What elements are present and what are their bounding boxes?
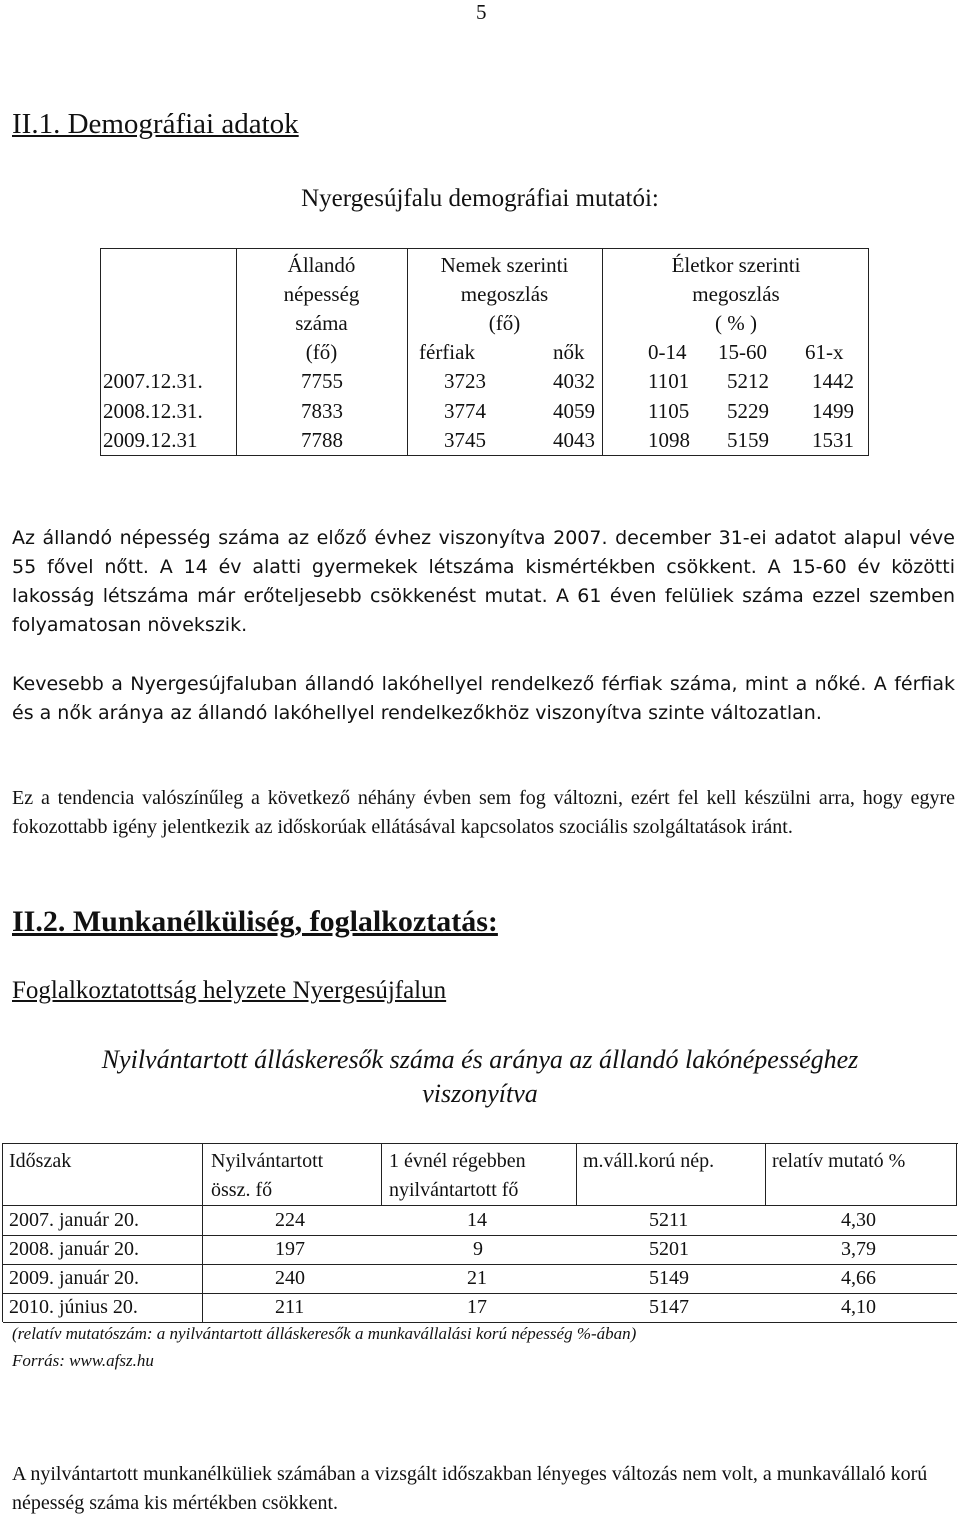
row-working-age: 5149 [649,1267,689,1289]
subheader-men: férfiak [419,340,475,364]
row-men: 3774 [444,399,486,423]
header-line: megoszlás [460,282,549,306]
table-note: (relatív mutatószám: a nyilvántartott álláskeresők a munkavállalási korú népesség %-ában) [12,1324,637,1343]
closing-paragraph: A nyilvántartott munkanélküliek számában a vizsgált időszakban lényeges változás nem volt, a munkavállaló korú népesség száma kis mértékben csökkent. [12,1463,928,1514]
header-line: Állandó [287,253,356,277]
row-total: 7788 [301,428,343,452]
table-divider [3,1322,957,1323]
row-date: 2008.12.31. [103,399,203,423]
header-population [236,251,407,367]
subheader-age-0-14: 0-14 [648,340,687,364]
row-total: 211 [275,1296,305,1318]
subheading-employment: Foglalkoztatottság helyzete Nyergesújfalun [12,977,447,1004]
row-ratio: 3,79 [841,1238,876,1260]
header-line: száma [295,311,348,335]
title-line: viszonyítva [422,1079,538,1108]
row-women: 4043 [553,428,595,452]
row-age-61: 1531 [812,428,854,452]
header-line: Nyilvántartott [211,1150,324,1172]
demo-table-title: Nyergesújfalu demográfiai mutatói: [301,185,659,212]
section-heading-unemployment: II.2. Munkanélküliség, foglalkoztatás: [12,905,498,938]
row-working-age: 5201 [649,1238,689,1260]
row-period: 2008. január 20. [9,1238,139,1260]
row-men: 3723 [444,369,486,393]
row-women: 4032 [553,369,595,393]
row-age-15-60: 5159 [727,428,769,452]
row-women: 4059 [553,399,595,423]
row-age-61: 1442 [812,369,854,393]
paragraph-population-change: Az állandó népesség száma az előző évhez viszonyítva 2007. december 31-ei adatot alapul véve 55 fővel nőtt. A 14 év alatti gyermekek létszáma kismértékben csökkent. A 15-60 év közötti lakosság létszáma már erőteljesebb csökkenést mutat. A 61 éven felüliek száma ezzel szemben folyamatosan növekszik. [12,527,955,636]
header-period: Időszak [9,1150,72,1172]
header-line: 1 évnél régebben [389,1150,526,1172]
header-gender [407,251,602,338]
subheader-age-61: 61-x [805,340,844,364]
row-long-term: 17 [467,1296,487,1318]
row-working-age: 5147 [649,1296,689,1318]
subheader-age-15-60: 15-60 [718,340,767,364]
header-line: ( % ) [715,311,757,335]
row-age-15-60: 5212 [727,369,769,393]
table-divider [202,1144,203,1322]
table-divider [576,1144,577,1206]
row-age-0-14: 1105 [648,399,690,423]
row-long-term: 14 [467,1209,487,1231]
header-registered-total [211,1147,323,1205]
row-working-age: 5211 [649,1209,689,1231]
table-divider [765,1144,766,1206]
header-line: össz. fő [211,1179,273,1201]
row-age-15-60: 5229 [727,399,769,423]
source-note: Forrás: www.afsz.hu [12,1351,154,1370]
row-age-61: 1499 [812,399,854,423]
header-line: népesség [283,282,360,306]
row-long-term: 9 [473,1238,483,1260]
header-line: (fő) [488,311,521,335]
unemp-table-title [0,1043,960,1111]
row-age-0-14: 1098 [648,428,690,452]
row-date: 2009.12.31 [103,428,198,452]
row-ratio: 4,10 [841,1296,876,1318]
row-date: 2007.12.31. [103,369,203,393]
row-total: 7755 [301,369,343,393]
header-long-term [389,1147,526,1205]
row-men: 3745 [444,428,486,452]
header-relative-ratio: relatív mutató % [772,1150,906,1172]
header-age [602,251,870,338]
row-age-0-14: 1101 [648,369,690,393]
row-period: 2009. január 20. [9,1267,139,1289]
row-total: 224 [275,1209,305,1231]
row-period: 2010. június 20. [9,1296,138,1318]
title-line: Nyilvántartott álláskeresők száma és aránya az állandó lakónépességhez [101,1045,859,1074]
row-total: 197 [275,1238,305,1260]
section-heading-demography: II.1. Demográfiai adatok [12,108,299,140]
demographic-table [100,248,869,456]
header-working-age: m.váll.korú nép. [583,1150,715,1172]
row-long-term: 21 [467,1267,487,1289]
table-divider [381,1144,382,1206]
row-total: 240 [275,1267,305,1289]
page-number: 5 [476,0,487,24]
row-total: 7833 [301,399,343,423]
unemployment-table [2,1143,958,1322]
paragraph-gender-ratio: Kevesebb a Nyergesújfaluban állandó lakóhellyel rendelkező férfiak száma, mint a nőké. A férfiak és a nők aránya az állandó lakóhellyel rendelkezőkhöz viszonyítva szinte változatlan. [12,673,955,724]
header-line: Nemek szerinti [440,253,569,277]
paragraph-trend: Ez a tendencia valószínűleg a következő néhány évben sem fog változni, ezért fel kell készülni arra, hogy egyre fokozottabb igény jelentkezik az időskorúak ellátásával kapcsolatos szociális szolgáltatások iránt. [12,787,955,838]
header-line: (fő) [305,340,338,364]
row-ratio: 4,30 [841,1209,876,1231]
row-ratio: 4,66 [841,1267,876,1289]
row-period: 2007. január 20. [9,1209,139,1231]
header-line: megoszlás [692,282,780,306]
subheader-women: nők [553,340,585,364]
table-divider [956,1144,957,1206]
header-line: nyilvántartott fő [389,1179,519,1201]
header-line: Életkor szerinti [671,253,801,277]
